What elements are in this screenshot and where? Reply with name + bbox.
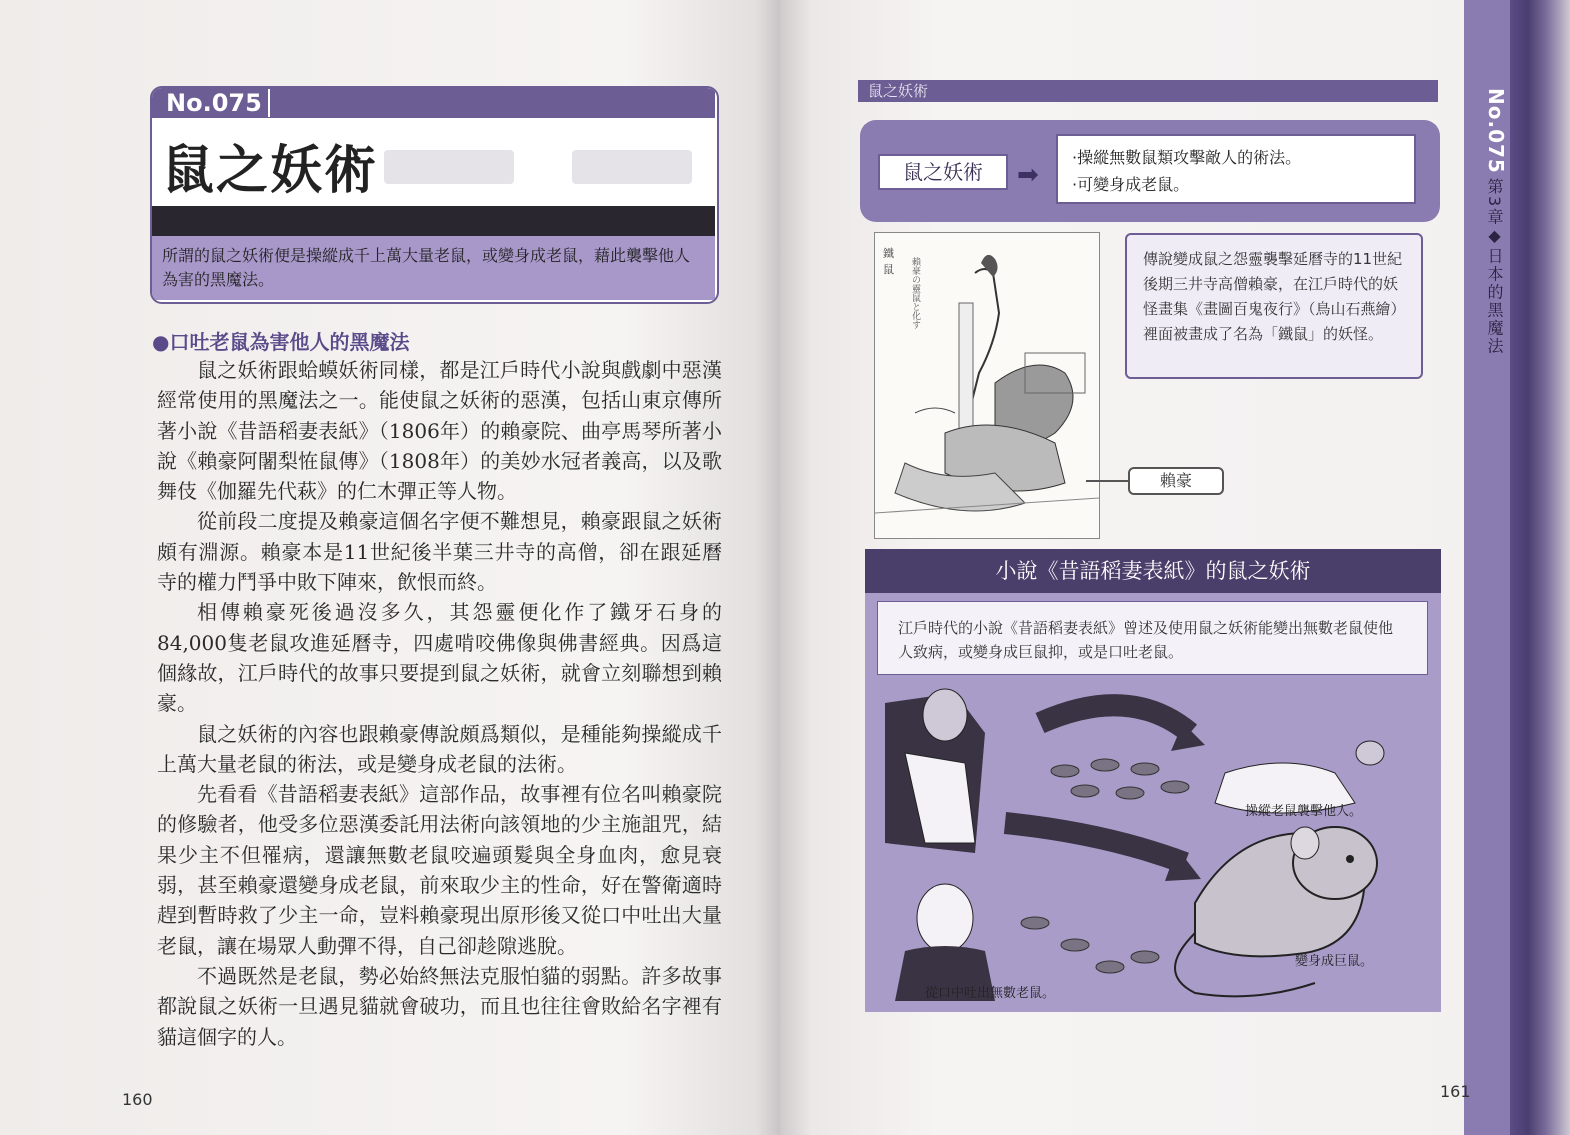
page-number: 160 (122, 1090, 153, 1109)
number-bar (152, 88, 715, 118)
definition-item: ·可變身成老鼠。 (1072, 175, 1190, 194)
woodblock-drawing (875, 233, 1099, 538)
paragraph: 鼠之妖術的內容也跟賴豪傳說頗爲類似，是種能夠操縱成千上萬大量老鼠的術法，或是變身成老鼠的法術。 (157, 721, 722, 776)
summary-text: 所謂的鼠之妖術便是操縱成千上萬大量老鼠，或變身成老鼠，藉此襲擊他人為害的黑魔法。 (152, 236, 715, 300)
left-page (0, 0, 780, 1135)
paragraph: 相傳賴豪死後過沒多久，其怨靈便化作了鐵牙石身的84,000隻老鼠攻進延曆寺，四處啃咬佛像與佛書經典。因爲這個緣故，江戶時代的故事只要提到鼠之妖術，就會立刻聯想到賴豪。 (157, 600, 722, 716)
woodblock-inscription-2: 鼠 (883, 263, 894, 276)
definition-item: ·操縱無數鼠類攻擊敵人的術法。 (1072, 148, 1302, 167)
entry-header (150, 86, 719, 304)
page-number: 161 (1440, 1082, 1471, 1101)
definition-box (860, 120, 1440, 222)
caption-transform: 變身成巨鼠。 (1295, 954, 1374, 969)
page-edge (1510, 0, 1570, 1135)
section-heading: ●口吐老鼠為害他人的黑魔法 (152, 330, 410, 354)
tesso-woodblock-illustration (874, 232, 1100, 539)
label-leader-line (1086, 480, 1128, 482)
woodblock-inscription-1: 鐵 (883, 247, 894, 260)
legend-note: 傳說變成鼠之怨靈襲擊延曆寺的11世紀後期三井寺高僧賴豪，在江戶時代的妖怪畫集《畫圖百鬼夜行》（鳥山石燕繪）裡面被畫成了名為「鐵鼠」的妖怪。 (1125, 233, 1423, 379)
arrow-right-icon: ➡ (1017, 160, 1039, 190)
paragraph: 從前段二度提及賴豪這個名字便不難想見，賴豪跟鼠之妖術頗有淵源。賴豪本是11世紀後半葉三井寺的高僧，卻在跟延曆寺的權力鬥爭中敗下陣來，飲恨而終。 (157, 509, 722, 595)
novel-panel (865, 549, 1441, 1012)
novel-panel-description: 江戶時代的小說《昔語稻妻表紙》曾述及使用鼠之妖術能變出無數老鼠使他人致病，或變身成巨鼠抑，或是口吐老鼠。 (877, 601, 1428, 675)
paragraph: 先看看《昔語稻妻表紙》這部作品，故事裡有位名叫賴豪院的修驗者，他受多位惡漢委託用法術向該領地的少主施詛咒，結果少主不但罹病，還讓無數老鼠咬遍頭髮與全身血肉，愈見衰弱，甚至賴豪還變身成老鼠，前來取少主的性命，好在警衛適時趕到暫時救了少主一命，豈料賴豪現出原形後又從口中吐出大量老鼠，讓在場眾人動彈不得，自己卻趁隙逃脫。 (157, 782, 722, 958)
right-page (780, 0, 1570, 1135)
definition-list (1056, 134, 1416, 204)
woodblock-inscription-3: 賴豪の靈鼠と化す (910, 257, 920, 329)
side-chapter-title: 第3章◆日本的黑魔法 (1485, 178, 1504, 356)
novel-illustration (865, 683, 1441, 1012)
entry-number: No.075 (160, 89, 270, 117)
ghost-bleed-2 (572, 150, 692, 184)
ghost-bleed-1 (384, 150, 514, 184)
page-title: 鼠之妖術 (162, 140, 379, 201)
running-header: 鼠之妖術 (858, 80, 1438, 102)
paragraph: 不過既然是老鼠，勢必始終無法克服怕貓的弱點。許多故事都說鼠之妖術一旦遇見貓就會破功，而且也往往會敗給名字裡有貓這個字的人。 (157, 963, 722, 1049)
caption-attack: 操縱老鼠襲擊他人。 (1245, 804, 1363, 819)
novel-drawing (865, 683, 1441, 1012)
novel-panel-title: 小說《昔語稻妻表紙》的鼠之妖術 (865, 549, 1441, 593)
title-underbar (152, 206, 715, 236)
side-entry-number: No.075 (1484, 88, 1508, 174)
definition-label: 鼠之妖術 (878, 154, 1008, 190)
illustration-label: 賴豪 (1128, 467, 1224, 495)
paragraph: 鼠之妖術跟蛤蟆妖術同樣，都是江戶時代小說與戲劇中惡漢經常使用的黑魔法之一。能使鼠之妖術的惡漢，包括山東京傳所著小說《昔語稻妻表紙》（1806年）的賴豪院、曲亭馬琴所著小說《賴豪阿闍梨恠鼠傳》（1808年）的美妙水冠者義高，以及歌舞伎《伽羅先代萩》的仁木彈正等人物。 (157, 358, 722, 504)
body-text (157, 355, 722, 1052)
caption-spit: 從口中吐出無數老鼠。 (925, 986, 1056, 1001)
